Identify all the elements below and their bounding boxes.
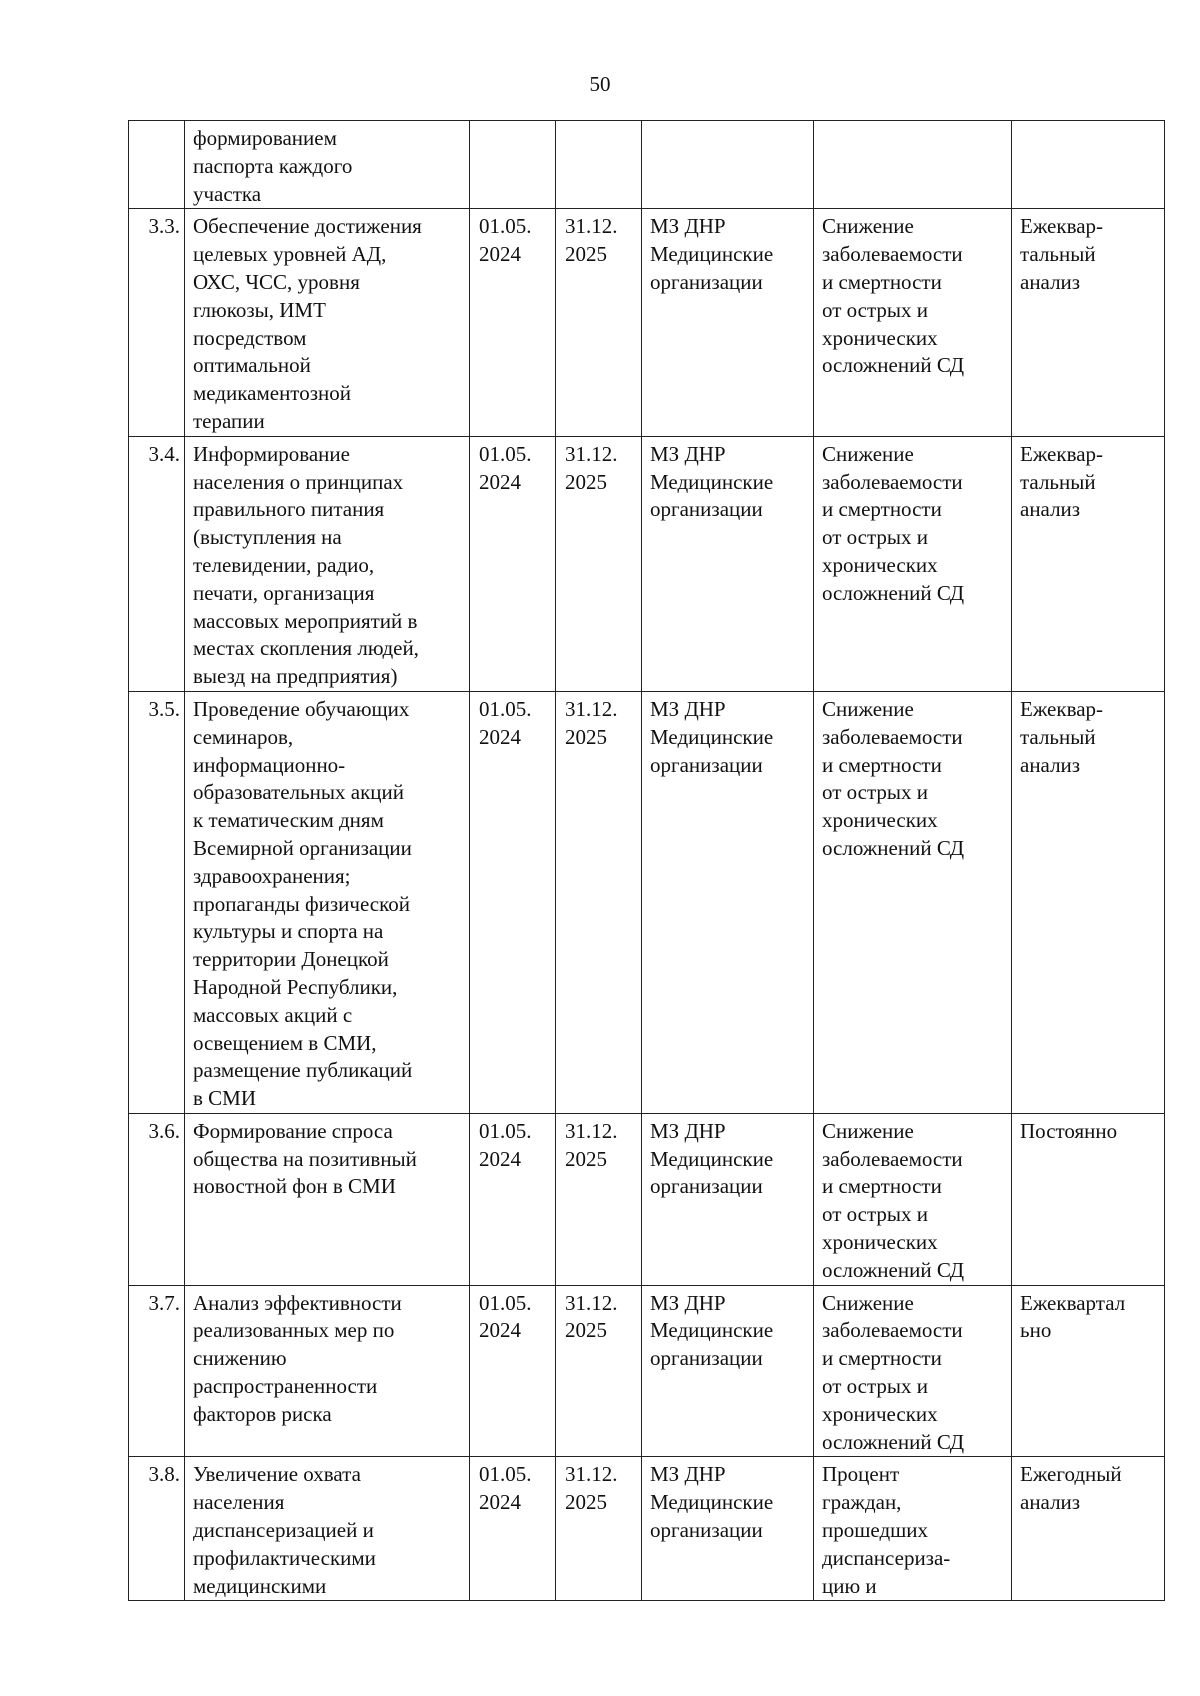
- start-date-cell: [470, 121, 556, 209]
- control-cell: Ежеквар- тальный анализ: [1012, 691, 1165, 1113]
- table-row: [129, 1113, 1165, 1285]
- start-date-cell: 01.05. 2024: [470, 1113, 556, 1285]
- row-number: 3.6.: [129, 1113, 185, 1285]
- table-row: [129, 1285, 1165, 1457]
- responsible-cell: МЗ ДНР Медицинские организации: [642, 1457, 814, 1601]
- result-cell: Снижение заболеваемости и смертности от острых и хронических осложнений СД: [814, 1113, 1012, 1285]
- end-date-cell: 31.12. 2025: [556, 209, 642, 436]
- start-date-cell: 01.05. 2024: [470, 1457, 556, 1601]
- control-cell: Ежегодный анализ: [1012, 1457, 1165, 1601]
- row-number: 3.4.: [129, 436, 185, 691]
- responsible-cell: МЗ ДНР Медицинские организации: [642, 209, 814, 436]
- end-date-cell: 31.12. 2025: [556, 691, 642, 1113]
- result-cell: Процент граждан, прошедших диспансериза- цию и: [814, 1457, 1012, 1601]
- measures-table: [128, 120, 1165, 1601]
- row-number: 3.8.: [129, 1457, 185, 1601]
- activity-cell: Обеспечение достижения целевых уровней АД, ОХС, ЧСС, уровня глюкозы, ИМТ посредством оптимальной медикаментозной терапии: [185, 209, 470, 436]
- activity-cell: Информирование населения о принципах правильного питания (выступления на телевидении, радио, печати, организация массовых мероприятий в местах скопления людей, выезд на предприятия): [185, 436, 470, 691]
- start-date-cell: 01.05. 2024: [470, 436, 556, 691]
- control-cell: [1012, 121, 1165, 209]
- control-cell: Ежеквартал ьно: [1012, 1285, 1165, 1457]
- row-number: [129, 121, 185, 209]
- responsible-cell: МЗ ДНР Медицинские организации: [642, 1285, 814, 1457]
- end-date-cell: 31.12. 2025: [556, 1457, 642, 1601]
- start-date-cell: 01.05. 2024: [470, 1285, 556, 1457]
- activity-cell: Проведение обучающих семинаров, информационно- образовательных акций к тематическим дням Всемирной организации здравоохранения; пропаганды физической культуры и спорта на территории Донецкой Народной Республики, массовых акций с освещением в СМИ, размещение публикаций в СМИ: [185, 691, 470, 1113]
- responsible-cell: МЗ ДНР Медицинские организации: [642, 691, 814, 1113]
- table-row: [129, 121, 1165, 209]
- end-date-cell: 31.12. 2025: [556, 1285, 642, 1457]
- control-cell: Ежеквар- тальный анализ: [1012, 436, 1165, 691]
- responsible-cell: [642, 121, 814, 209]
- end-date-cell: 31.12. 2025: [556, 436, 642, 691]
- activity-cell: Анализ эффективности реализованных мер по снижению распространенности факторов риска: [185, 1285, 470, 1457]
- result-cell: Снижение заболеваемости и смертности от острых и хронических осложнений СД: [814, 209, 1012, 436]
- table-row: [129, 691, 1165, 1113]
- start-date-cell: 01.05. 2024: [470, 691, 556, 1113]
- result-cell: Снижение заболеваемости и смертности от острых и хронических осложнений СД: [814, 691, 1012, 1113]
- table-row: [129, 209, 1165, 436]
- end-date-cell: 31.12. 2025: [556, 1113, 642, 1285]
- row-number: 3.3.: [129, 209, 185, 436]
- control-cell: Ежеквар- тальный анализ: [1012, 209, 1165, 436]
- table-row: [129, 1457, 1165, 1601]
- control-cell: Постоянно: [1012, 1113, 1165, 1285]
- activity-cell: Формирование спроса общества на позитивный новостной фон в СМИ: [185, 1113, 470, 1285]
- responsible-cell: МЗ ДНР Медицинские организации: [642, 436, 814, 691]
- result-cell: [814, 121, 1012, 209]
- row-number: 3.7.: [129, 1285, 185, 1457]
- responsible-cell: МЗ ДНР Медицинские организации: [642, 1113, 814, 1285]
- activity-cell: Увеличение охвата населения диспансеризацией и профилактическими медицинскими: [185, 1457, 470, 1601]
- start-date-cell: 01.05. 2024: [470, 209, 556, 436]
- table-row: [129, 436, 1165, 691]
- page-number: 50: [589, 72, 611, 96]
- result-cell: Снижение заболеваемости и смертности от острых и хронических осложнений СД: [814, 1285, 1012, 1457]
- end-date-cell: [556, 121, 642, 209]
- row-number: 3.5.: [129, 691, 185, 1113]
- result-cell: Снижение заболеваемости и смертности от острых и хронических осложнений СД: [814, 436, 1012, 691]
- activity-cell: формированием паспорта каждого участка: [185, 121, 470, 209]
